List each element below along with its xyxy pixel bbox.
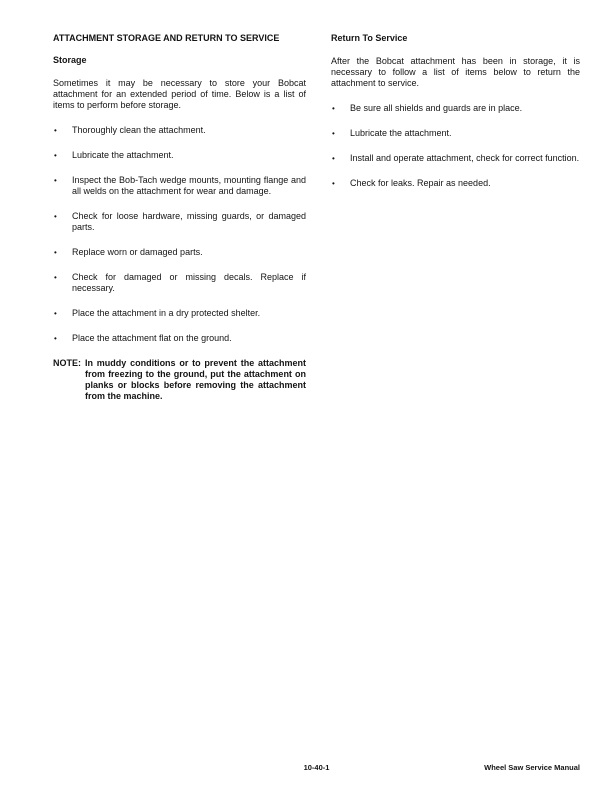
list-item-text: Lubricate the attachment.: [350, 128, 452, 138]
note-text: In muddy conditions or to prevent the attachment from freezing to the ground, put the attachment on planks or blocks before removing the attachment from the machine.: [85, 358, 306, 401]
list-item: [53, 333, 306, 344]
list-item-text: Install and operate attachment, check for correct function.: [350, 153, 580, 163]
bullet-icon: •: [54, 212, 57, 221]
list-item-text: Place the attachment in a dry protected shelter.: [72, 308, 261, 318]
list-item: [331, 128, 580, 139]
bullet-icon: •: [332, 129, 335, 138]
bullet-icon: •: [54, 126, 57, 135]
footer-manual-title: Wheel Saw Service Manual: [484, 763, 580, 772]
bullet-icon: •: [332, 104, 335, 113]
note-label: NOTE:: [53, 358, 81, 368]
left-column: [53, 33, 306, 402]
bullet-icon: •: [54, 334, 57, 343]
storage-intro-paragraph: Sometimes it may be necessary to store your Bobcat attachment for an extended period of time. Below is a list of items to perform before storage.: [53, 78, 306, 110]
bullet-icon: •: [332, 154, 335, 163]
bullet-icon: •: [54, 309, 57, 318]
storage-heading: Storage: [53, 55, 87, 65]
list-item-text: Inspect the Bob-Tach wedge mounts, mounting flange and all welds on the attachment for wear and damage.: [72, 175, 306, 196]
list-item-text: Be sure all shields and guards are in place.: [350, 103, 523, 113]
list-item: [331, 103, 580, 114]
list-item-text: Check for loose hardware, missing guards, or damaged parts.: [72, 211, 306, 232]
bullet-icon: •: [332, 179, 335, 188]
list-item: [53, 150, 306, 161]
return-to-service-heading: Return To Service: [331, 33, 408, 43]
list-item-text: Place the attachment flat on the ground.: [72, 333, 232, 343]
list-item-text: Check for leaks. Repair as needed.: [350, 178, 491, 188]
list-item: [53, 211, 306, 233]
page-title: ATTACHMENT STORAGE AND RETURN TO SERVICE: [53, 33, 280, 43]
note-block: [53, 358, 306, 402]
list-item: [53, 175, 306, 197]
bullet-icon: •: [54, 151, 57, 160]
list-item: [331, 178, 580, 189]
footer-page-number: 10-40-1: [303, 763, 330, 772]
list-item-text: Thoroughly clean the attachment.: [72, 125, 206, 135]
right-column: [331, 33, 580, 203]
bullet-icon: •: [54, 248, 57, 257]
list-item: [53, 125, 306, 136]
list-item-text: Check for damaged or missing decals. Replace if necessary.: [72, 272, 306, 293]
list-item: [53, 308, 306, 319]
list-item-text: Replace worn or damaged parts.: [72, 247, 203, 257]
return-to-service-intro-paragraph: After the Bobcat attachment has been in storage, it is necessary to follow a list of items below to return the attachment to service.: [331, 56, 580, 88]
bullet-icon: •: [54, 273, 57, 282]
list-item: [53, 247, 306, 258]
list-item: [53, 272, 306, 294]
bullet-icon: •: [54, 176, 57, 185]
list-item: [331, 153, 580, 164]
list-item-text: Lubricate the attachment.: [72, 150, 174, 160]
